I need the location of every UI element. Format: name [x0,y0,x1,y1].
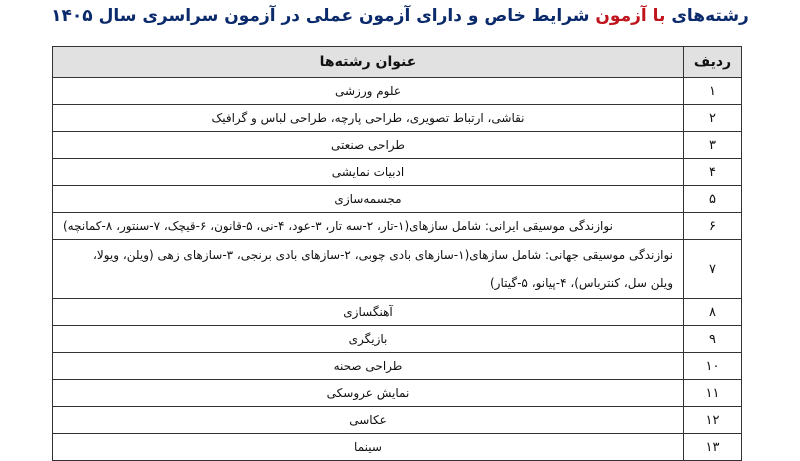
table-row [53,186,742,213]
row-num: ۱۰ [684,353,742,380]
header-name: عنوان رشته‌ها [53,47,684,78]
row-name: طراحی صنعتی [53,132,684,159]
header-num: ردیف [684,47,742,78]
row-num: ۵ [684,186,742,213]
row-name-multiline [53,240,684,299]
table-row [53,132,742,159]
title-part-1: رشته‌های [671,6,749,26]
table-row [53,407,742,434]
row-num: ۳ [684,132,742,159]
table-row [53,105,742,132]
table-row [53,213,742,240]
row-name: ادبیات نمایشی [53,159,684,186]
title-highlight: با آزمون [595,6,666,26]
table-row [53,78,742,105]
row-num: ۸ [684,299,742,326]
row-name: طراحی صحنه [53,353,684,380]
majors-table [52,46,742,461]
row-name: عکاسی [53,407,684,434]
row-num: ۱۲ [684,407,742,434]
row-num: ۱۱ [684,380,742,407]
row-name: بازیگری [53,326,684,353]
table-row [53,326,742,353]
table-row [53,353,742,380]
row-num: ۴ [684,159,742,186]
row-name-line-2: ویلن سل، کنترباس)، ۴-پیانو، ۵-گیتار) [490,276,673,290]
row-num: ۹ [684,326,742,353]
table-row [53,159,742,186]
row-name: علوم ورزشی [53,78,684,105]
row-num: ۷ [684,240,742,299]
row-num: ۲ [684,105,742,132]
page-title [0,6,800,26]
row-name: مجسمه‌سازی [53,186,684,213]
row-num: ۶ [684,213,742,240]
row-name: آهنگسازی [53,299,684,326]
row-name-line-1: نوازندگی موسیقی جهانی: شامل سازهای(۱-سازهای بادی چوبی، ۲-سازهای بادی برنجی، ۳-سازهای زهی (ویلن، ویولا، [93,248,673,262]
table-row [53,240,742,299]
table-row [53,299,742,326]
table-header-row [53,47,742,78]
row-num: ۱۳ [684,434,742,461]
table-row [53,380,742,407]
row-name: نقاشی، ارتباط تصویری، طراحی پارچه، طراحی لباس و گرافیک [53,105,684,132]
row-name: نمایش عروسکی [53,380,684,407]
row-name: سینما [53,434,684,461]
row-num: ۱ [684,78,742,105]
title-part-3: شرایط خاص و دارای آزمون عملی در آزمون سراسری سال ۱۴۰۵ [51,6,590,26]
row-name: نوازندگی موسیقی ایرانی: شامل سازهای(۱-تار، ۲-سه تار، ۳-عود، ۴-نی، ۵-قانون، ۶-قیچک، ۷-سنتور، ۸-کمانچه) [53,213,684,240]
table-row [53,434,742,461]
